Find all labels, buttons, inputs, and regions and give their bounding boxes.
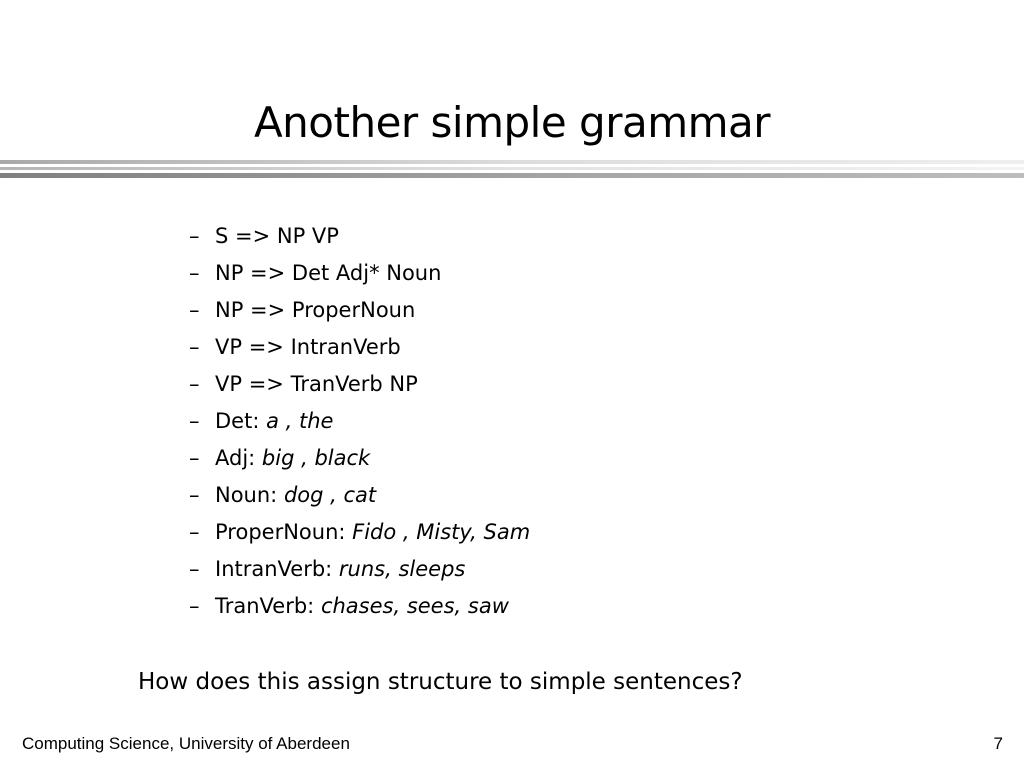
list-item	[189, 366, 530, 403]
bullet-dash: –	[189, 594, 200, 618]
rule-label: VP => IntranVerb	[215, 335, 401, 359]
rule-label: VP => TranVerb NP	[215, 372, 418, 396]
list-item	[189, 292, 530, 329]
bullet-dash: –	[189, 335, 200, 359]
rule-label: NP => ProperNoun	[215, 298, 416, 322]
list-item	[189, 329, 530, 366]
list-item	[189, 403, 530, 440]
list-item	[189, 255, 530, 292]
rule-examples: a , the	[266, 409, 334, 433]
slide-title: Another simple grammar	[253, 98, 771, 147]
bullet-dash: –	[189, 224, 200, 248]
list-item	[189, 588, 530, 625]
bullet-dash: –	[189, 520, 200, 544]
rule-label: ProperNoun:	[215, 520, 353, 544]
list-item	[189, 477, 530, 514]
rule-label: IntranVerb:	[215, 557, 339, 581]
rule-examples: big , black	[261, 446, 371, 470]
rule-examples: chases, sees, saw	[320, 594, 509, 618]
bullet-dash: –	[189, 372, 200, 396]
title-divider-top	[0, 160, 1024, 164]
slide-question: How does this assign structure to simple sentences?	[138, 669, 743, 695]
bullet-dash: –	[189, 557, 200, 581]
title-divider-middle	[0, 167, 1024, 170]
rule-examples: Fido , Misty, Sam	[352, 520, 531, 544]
list-item	[189, 551, 530, 588]
rule-examples: dog , cat	[283, 483, 377, 507]
rule-label: TranVerb:	[215, 594, 321, 618]
list-item	[189, 218, 530, 255]
rule-label: Noun:	[215, 483, 284, 507]
bullet-dash: –	[189, 446, 200, 470]
rule-label: NP => Det Adj* Noun	[215, 261, 442, 285]
bullet-dash: –	[189, 298, 200, 322]
bullet-dash: –	[189, 261, 200, 285]
title-divider-bottom	[0, 173, 1024, 178]
rule-examples: runs, sleeps	[338, 557, 466, 581]
rule-label: Adj:	[215, 446, 262, 470]
rule-label: Det:	[215, 409, 267, 433]
list-item	[189, 514, 530, 551]
rule-label: S => NP VP	[215, 224, 339, 248]
footer-institution: Computing Science, University of Aberdeen	[22, 734, 350, 753]
bullet-dash: –	[189, 483, 200, 507]
bullet-dash: –	[189, 409, 200, 433]
grammar-rules-list	[189, 218, 530, 625]
footer-page-number: 7	[993, 734, 1003, 753]
list-item	[189, 440, 530, 477]
